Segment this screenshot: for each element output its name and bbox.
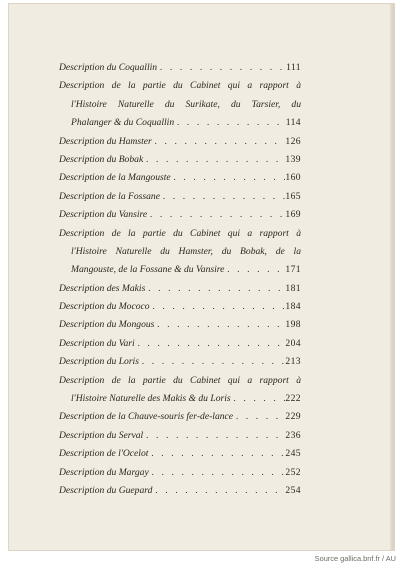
entry-title: Description de la partie du Cabinet qui a rapport à	[59, 80, 301, 92]
entry-title: Description de la partie du Cabinet qui a rapport à	[59, 227, 301, 239]
toc-entry	[59, 482, 301, 500]
entry-title: Description des Makis	[59, 282, 146, 294]
dot-leader	[152, 133, 286, 151]
dot-leader	[145, 280, 285, 298]
toc-entry	[59, 188, 301, 206]
entry-title: Description du Serval	[59, 429, 144, 441]
toc-entry-line	[59, 298, 301, 316]
dot-leader	[224, 261, 285, 279]
dot-leader	[152, 482, 285, 500]
toc-entry	[59, 225, 301, 280]
toc-entry-line	[59, 316, 301, 334]
page-number: 181	[285, 282, 301, 294]
entry-title: Description de la Mangouste	[59, 172, 171, 184]
toc-entry-line	[59, 188, 301, 206]
page-number: 213	[285, 356, 301, 368]
toc-entry	[59, 77, 301, 132]
toc-entry	[59, 335, 301, 353]
toc-entry	[59, 59, 301, 77]
toc-entry	[59, 280, 301, 298]
page-number: 114	[285, 117, 301, 129]
toc-entry-line	[59, 151, 301, 169]
toc-entry-line	[59, 114, 301, 132]
dot-leader	[174, 114, 286, 132]
entry-title: Phalanger & du Coquallin	[71, 117, 175, 129]
dot-leader	[147, 206, 285, 224]
toc-entry	[59, 353, 301, 371]
entry-title: l'Histoire Naturelle des Makis & du Loris	[71, 393, 231, 405]
entry-title: Description de la Chauve-souris fer-de-lance	[59, 411, 234, 423]
toc-entry-line	[59, 243, 301, 261]
toc-entry	[59, 151, 301, 169]
entry-title: Description du Margay	[59, 466, 149, 478]
toc-entry	[59, 298, 301, 316]
dot-leader	[154, 316, 285, 334]
toc-entry-line	[59, 427, 301, 445]
toc-entry	[59, 206, 301, 224]
entry-title: Description du Loris	[59, 356, 139, 368]
entry-title: Description du Vansire	[59, 209, 148, 221]
entry-title: Description du Bobak	[59, 153, 144, 165]
toc-entry-line	[59, 225, 301, 243]
toc-entry-line	[59, 335, 301, 353]
toc-entry-line	[59, 464, 301, 482]
page-number: 171	[285, 264, 301, 276]
dot-leader	[150, 298, 286, 316]
toc-entry-line	[59, 372, 301, 390]
page-number: 111	[286, 62, 301, 73]
toc-entry-line	[59, 59, 301, 77]
toc-entry-line	[59, 169, 301, 187]
entry-title: Description de l'Ocelot	[59, 448, 149, 460]
entry-title: Description de la partie du Cabinet qui a rapport à	[59, 374, 301, 386]
page-number: 252	[285, 466, 301, 478]
toc-entry	[59, 408, 301, 426]
toc-entry	[59, 133, 301, 151]
entry-title: Description du Coquallin	[59, 62, 158, 73]
toc-entry	[59, 445, 301, 463]
page-number: 160	[285, 172, 301, 184]
page-number: 139	[285, 153, 301, 165]
entry-title: Description du Vari	[59, 337, 135, 349]
entry-title: l'Histoire Naturelle du Surikate, du Tarsier, du	[71, 98, 301, 110]
toc-entry-line	[59, 133, 301, 151]
toc-entry-line	[59, 261, 301, 279]
entry-title: Mangouste, de la Fossane & du Vansire	[71, 264, 225, 276]
toc-entry-line	[59, 77, 301, 95]
dot-leader	[135, 335, 286, 353]
page-number: 198	[285, 319, 301, 331]
page-number: 229	[285, 411, 301, 423]
toc-entry-line	[59, 96, 301, 114]
toc-entry-line	[59, 482, 301, 500]
toc-entry-line	[59, 206, 301, 224]
entry-title: Description du Mococo	[59, 301, 150, 313]
dot-leader	[148, 445, 285, 463]
entry-title: l'Histoire Naturelle du Hamster, du Bobak, de la	[71, 245, 301, 257]
page-number: 222	[285, 393, 301, 405]
toc-entry-line	[59, 353, 301, 371]
dot-leader	[143, 151, 285, 169]
dot-leader	[149, 464, 286, 482]
page-number: 204	[285, 337, 301, 349]
toc-entry-line	[59, 445, 301, 463]
entry-title: Description de la Fossane	[59, 190, 160, 202]
table-of-contents	[59, 59, 301, 500]
dot-leader	[231, 390, 286, 408]
toc-entry-line	[59, 390, 301, 408]
dot-leader	[160, 188, 285, 206]
page-number: 236	[285, 429, 301, 441]
entry-title: Description du Hamster	[59, 135, 152, 147]
page-number: 169	[285, 209, 301, 221]
dot-leader	[157, 59, 286, 77]
dot-leader	[233, 408, 285, 426]
toc-entry	[59, 316, 301, 334]
dot-leader	[171, 169, 286, 187]
entry-title: Description du Mongous	[59, 319, 155, 331]
toc-entry-line	[59, 408, 301, 426]
toc-entry-line	[59, 280, 301, 298]
dot-leader	[139, 353, 285, 371]
source-credit: Source gallica.bnf.fr / AU	[314, 554, 396, 563]
toc-entry	[59, 427, 301, 445]
page-number: 245	[285, 448, 301, 460]
entry-title: Description du Guepard	[59, 484, 153, 496]
page-number: 184	[285, 301, 301, 313]
page-number: 165	[285, 190, 301, 202]
toc-entry	[59, 372, 301, 409]
dot-leader	[143, 427, 285, 445]
toc-entry	[59, 169, 301, 187]
page-edge	[390, 4, 394, 550]
toc-entry	[59, 464, 301, 482]
book-page	[9, 4, 394, 550]
page-number: 126	[285, 135, 301, 147]
page-number: 254	[285, 484, 301, 496]
